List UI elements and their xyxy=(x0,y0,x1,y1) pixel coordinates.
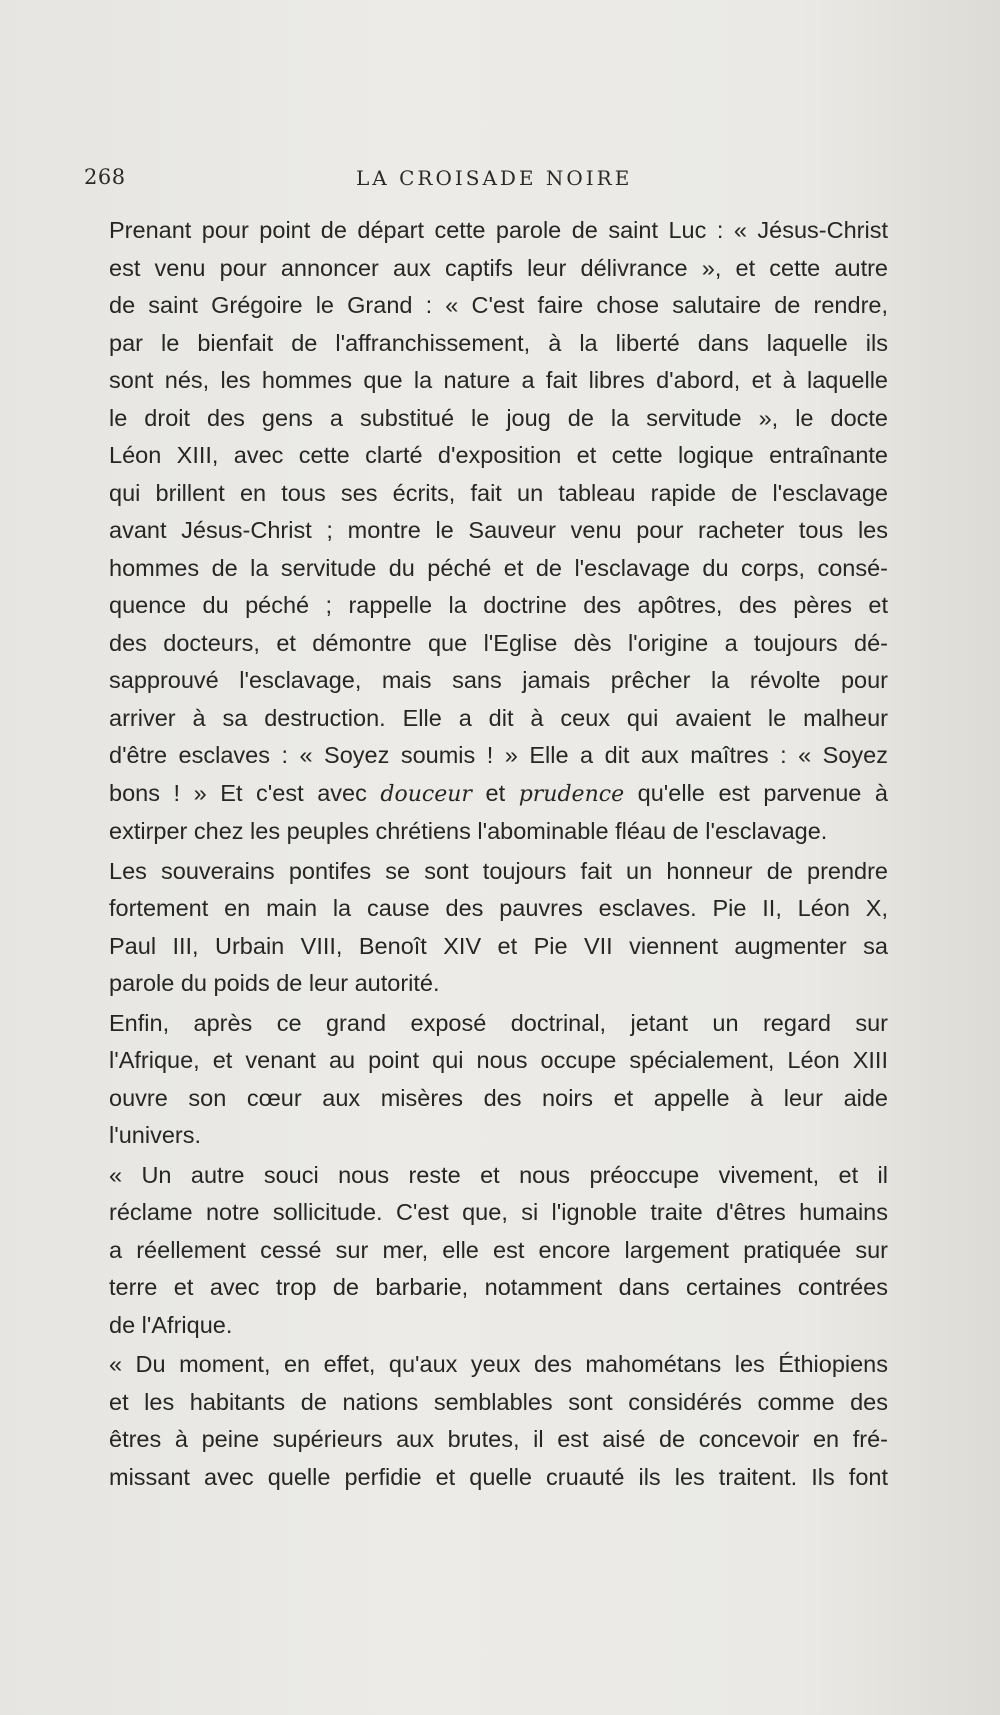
italic-word-douceur: douceur xyxy=(380,781,472,807)
text-line-last: extirper chez les peuples chrétiens l'abominable fléau de l'esclavage. xyxy=(109,818,828,844)
text-line: Léon XIII, avec cette clarté d'exposition et cette logique entraînante xyxy=(109,442,888,468)
text-line: Enfin, après ce grand exposé doctrinal, jetant un regard sur xyxy=(109,1009,888,1036)
italic-word-prudence: prudence xyxy=(518,781,625,807)
text-line: hommes de la servitude du péché et de l'esclavage du corps, consé- xyxy=(109,554,888,581)
text-line-last: de l'Afrique. xyxy=(109,1311,233,1338)
text-line: l'Afrique, et venant au point qui nous occupe spécialement, Léon XIII xyxy=(109,1047,888,1073)
text-line: missant avec quelle perfidie et quelle cruauté ils les traitent. Ils font xyxy=(109,1463,888,1490)
text-fragment: bons ! » Et c'est avec xyxy=(109,779,381,806)
text-line-emphasis xyxy=(82,775,888,814)
text-line: de saint Grégoire le Grand : « C'est faire chose salutaire de rendre, xyxy=(109,292,888,318)
body-text xyxy=(82,212,888,1496)
text-fragment: et xyxy=(471,779,519,806)
text-line: avant Jésus-Christ ; montre le Sauveur venu pour racheter tous les xyxy=(109,517,888,543)
text-line: par le bienfait de l'affranchissement, à la liberté dans laquelle ils xyxy=(109,329,888,356)
paragraph-5 xyxy=(82,1346,888,1496)
text-line: Prenant pour point de départ cette parole de saint Luc : « Jésus-Christ xyxy=(109,217,888,243)
text-line: le droit des gens a substitué le joug de la servitude », le docte xyxy=(109,404,888,431)
text-line: et les habitants de nations semblables sont considérés comme des xyxy=(109,1388,888,1415)
text-line-last: parole du poids de leur autorité. xyxy=(109,970,440,996)
text-line-last: l'univers. xyxy=(109,1122,201,1148)
text-line: qui brillent en tous ses écrits, fait un tableau rapide de l'esclavage xyxy=(109,479,888,506)
paragraph-4 xyxy=(82,1157,888,1345)
text-line: terre et avec trop de barbarie, notamment dans certaines contrées xyxy=(109,1274,888,1300)
text-line: êtres à peine supérieurs aux brutes, il est aisé de concevoir en fré- xyxy=(109,1426,888,1452)
text-line: est venu pour annoncer aux captifs leur délivrance », et cette autre xyxy=(109,254,888,281)
paragraph-3 xyxy=(82,1005,888,1155)
text-line: Les souverains pontifes se sont toujours fait un honneur de prendre xyxy=(109,857,888,884)
text-line: fortement en main la cause des pauvres esclaves. Pie II, Léon X, xyxy=(109,895,888,921)
text-line: d'être esclaves : « Soyez soumis ! » Elle a dit aux maîtres : « Soyez xyxy=(109,742,888,768)
paragraph-2 xyxy=(82,853,888,1003)
page-header xyxy=(84,165,884,195)
text-line: « Un autre souci nous reste et nous préoccupe vivement, et il xyxy=(109,1161,888,1188)
text-line: « Du moment, en effet, qu'aux yeux des mahométans les Éthiopiens xyxy=(109,1351,888,1377)
text-line: sapprouvé l'esclavage, mais sans jamais prêcher la révolte pour xyxy=(109,667,888,693)
text-line: quence du péché ; rappelle la doctrine des apôtres, des pères et xyxy=(109,592,888,618)
page-number: 268 xyxy=(84,165,126,189)
text-line: ouvre son cœur aux misères des noirs et appelle à leur aide xyxy=(109,1084,888,1111)
text-line: Paul III, Urbain VIII, Benoît XIV et Pie VII viennent augmenter sa xyxy=(109,932,888,959)
text-line: des docteurs, et démontre que l'Eglise dès l'origine a toujours dé- xyxy=(109,629,888,656)
paragraph-1 xyxy=(82,212,888,851)
text-line: arriver à sa destruction. Elle a dit à ceux qui avaient le malheur xyxy=(109,704,888,731)
text-line: a réellement cessé sur mer, elle est encore largement pratiquée sur xyxy=(109,1236,888,1263)
text-line: sont nés, les hommes que la nature a fait libres d'abord, et à laquelle xyxy=(109,367,888,393)
text-line: réclame notre sollicitude. C'est que, si l'ignoble traite d'êtres humains xyxy=(109,1199,888,1225)
running-head: LA CROISADE NOIRE xyxy=(356,166,633,190)
text-fragment: qu'elle est parvenue à xyxy=(624,779,888,806)
